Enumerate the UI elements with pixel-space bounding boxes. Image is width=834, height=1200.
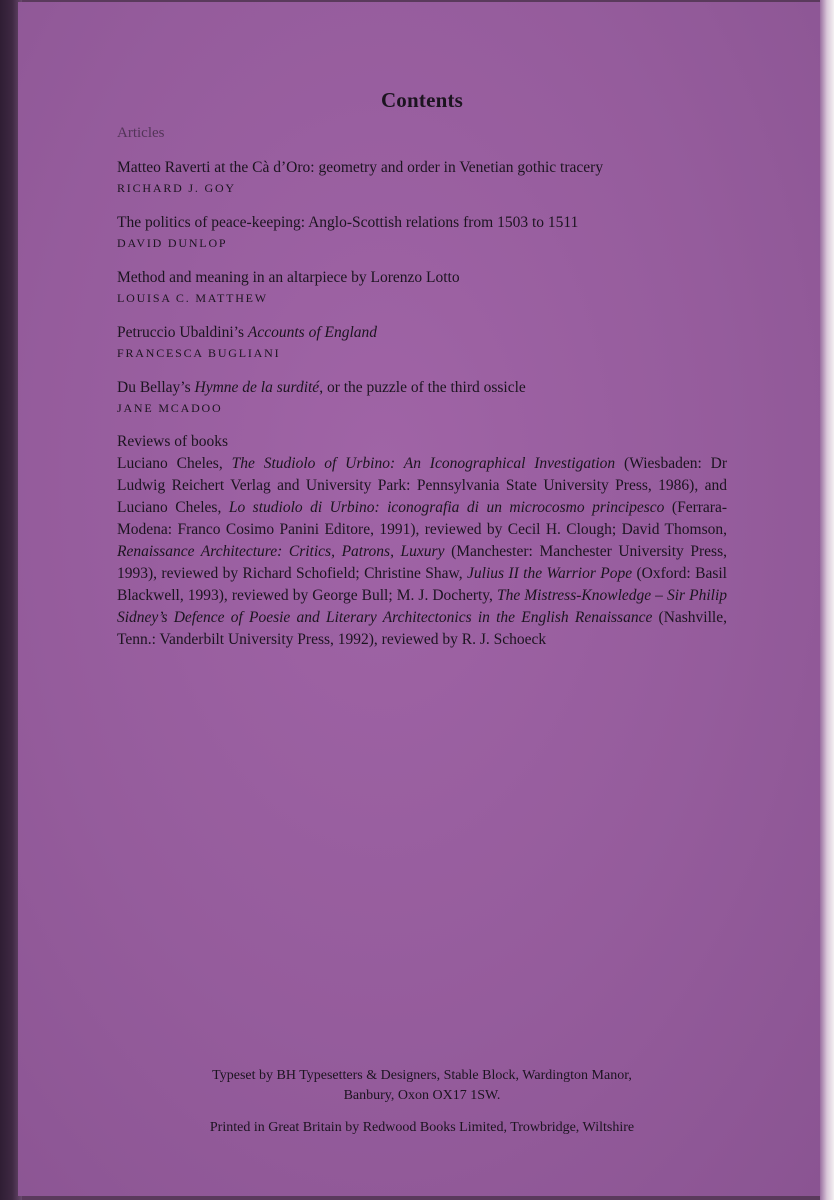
article-title-suffix: , or the puzzle of the third ossicle	[319, 379, 526, 396]
printer-note: Printed in Great Britain by Redwood Books Limited, Trowbridge, Wiltshire	[209, 1120, 635, 1135]
review-publication: (Wiesbaden: Dr Ludwig Reichert Verlag and University Park: Pennsylvania State University Press, 1986), and Luciano Cheles,	[117, 455, 727, 516]
typesetter-note	[117, 1066, 727, 1106]
review-book-title: Lo studiolo di Urbino: iconografia di un microcosmo principesco	[228, 499, 665, 516]
article-title: Matteo Raverti at the Cà d’Oro: geometry and order in Venetian gothic tracery	[117, 159, 604, 176]
article-author: FRANCESCA BUGLIANI	[117, 346, 281, 360]
article-entry	[117, 156, 727, 198]
reviews-list	[117, 453, 727, 651]
typesetter-line-2: Banbury, Oxon OX17 1SW.	[343, 1088, 501, 1103]
reviews-heading: Reviews of books	[117, 433, 229, 450]
article-title-prefix: Petruccio Ubaldini’s	[117, 324, 248, 341]
page-title: Contents	[380, 88, 464, 112]
article-entry	[117, 376, 727, 418]
typesetter-line-1: Typeset by BH Typesetters & Designers, Stable Block, Wardington Manor,	[212, 1068, 632, 1083]
review-publication: (Manchester: Manchester University Press, 1993), reviewed by Richard Schofield;	[117, 543, 727, 582]
article-author: LOUISA C. MATTHEW	[117, 291, 268, 305]
article-author: JANE MCADOO	[117, 401, 223, 415]
article-title-prefix: Du Bellay’s	[117, 379, 195, 396]
article-author: DAVID DUNLOP	[117, 236, 228, 250]
review-book-title: The Studiolo of Urbino: An Iconographical Investigation	[231, 455, 616, 472]
article-title-italic: Hymne de la surdité	[194, 379, 320, 396]
review-publication: (Oxford: Basil Blackwell, 1993), reviewed by George Bull;	[117, 565, 727, 604]
review-book-title: Renaissance Architecture: Critics, Patrons, Luxury	[117, 543, 445, 560]
colophon	[117, 1066, 727, 1150]
review-author: David Thomson,	[621, 521, 727, 538]
review-book-title: Julius II the Warrior Pope	[467, 565, 633, 582]
article-entry	[117, 211, 727, 253]
contents-block	[117, 88, 727, 651]
article-author: RICHARD J. GOY	[117, 181, 236, 195]
review-author: M. J. Docherty,	[396, 587, 497, 604]
review-publication: (Nashville, Tenn.: Vanderbilt University Press, 1992), reviewed by R. J. Schoeck	[117, 609, 727, 648]
article-entry	[117, 321, 727, 363]
review-publication: (Ferrara-Modena: Franco Cosimo Panini Editore, 1991), reviewed by Cecil H. Clough;	[117, 499, 727, 538]
article-title	[117, 321, 727, 344]
review-author: Luciano Cheles,	[117, 455, 232, 472]
article-title	[117, 376, 727, 399]
cover-worn-edge	[820, 0, 834, 1200]
review-author: Christine Shaw,	[364, 565, 468, 582]
article-title: The politics of peace-keeping: Anglo-Scottish relations from 1503 to 1511	[117, 214, 579, 231]
articles-heading: Articles	[117, 125, 165, 141]
review-book-title: The Mistress-Knowledge – Sir Philip Sidney’s Defence of Poesie and Literary Architectonics in the English Renaissance	[117, 587, 728, 626]
article-entry	[117, 266, 727, 308]
article-title-italic: Accounts of England	[247, 324, 378, 341]
article-title: Method and meaning in an altarpiece by Lorenzo Lotto	[117, 269, 460, 286]
